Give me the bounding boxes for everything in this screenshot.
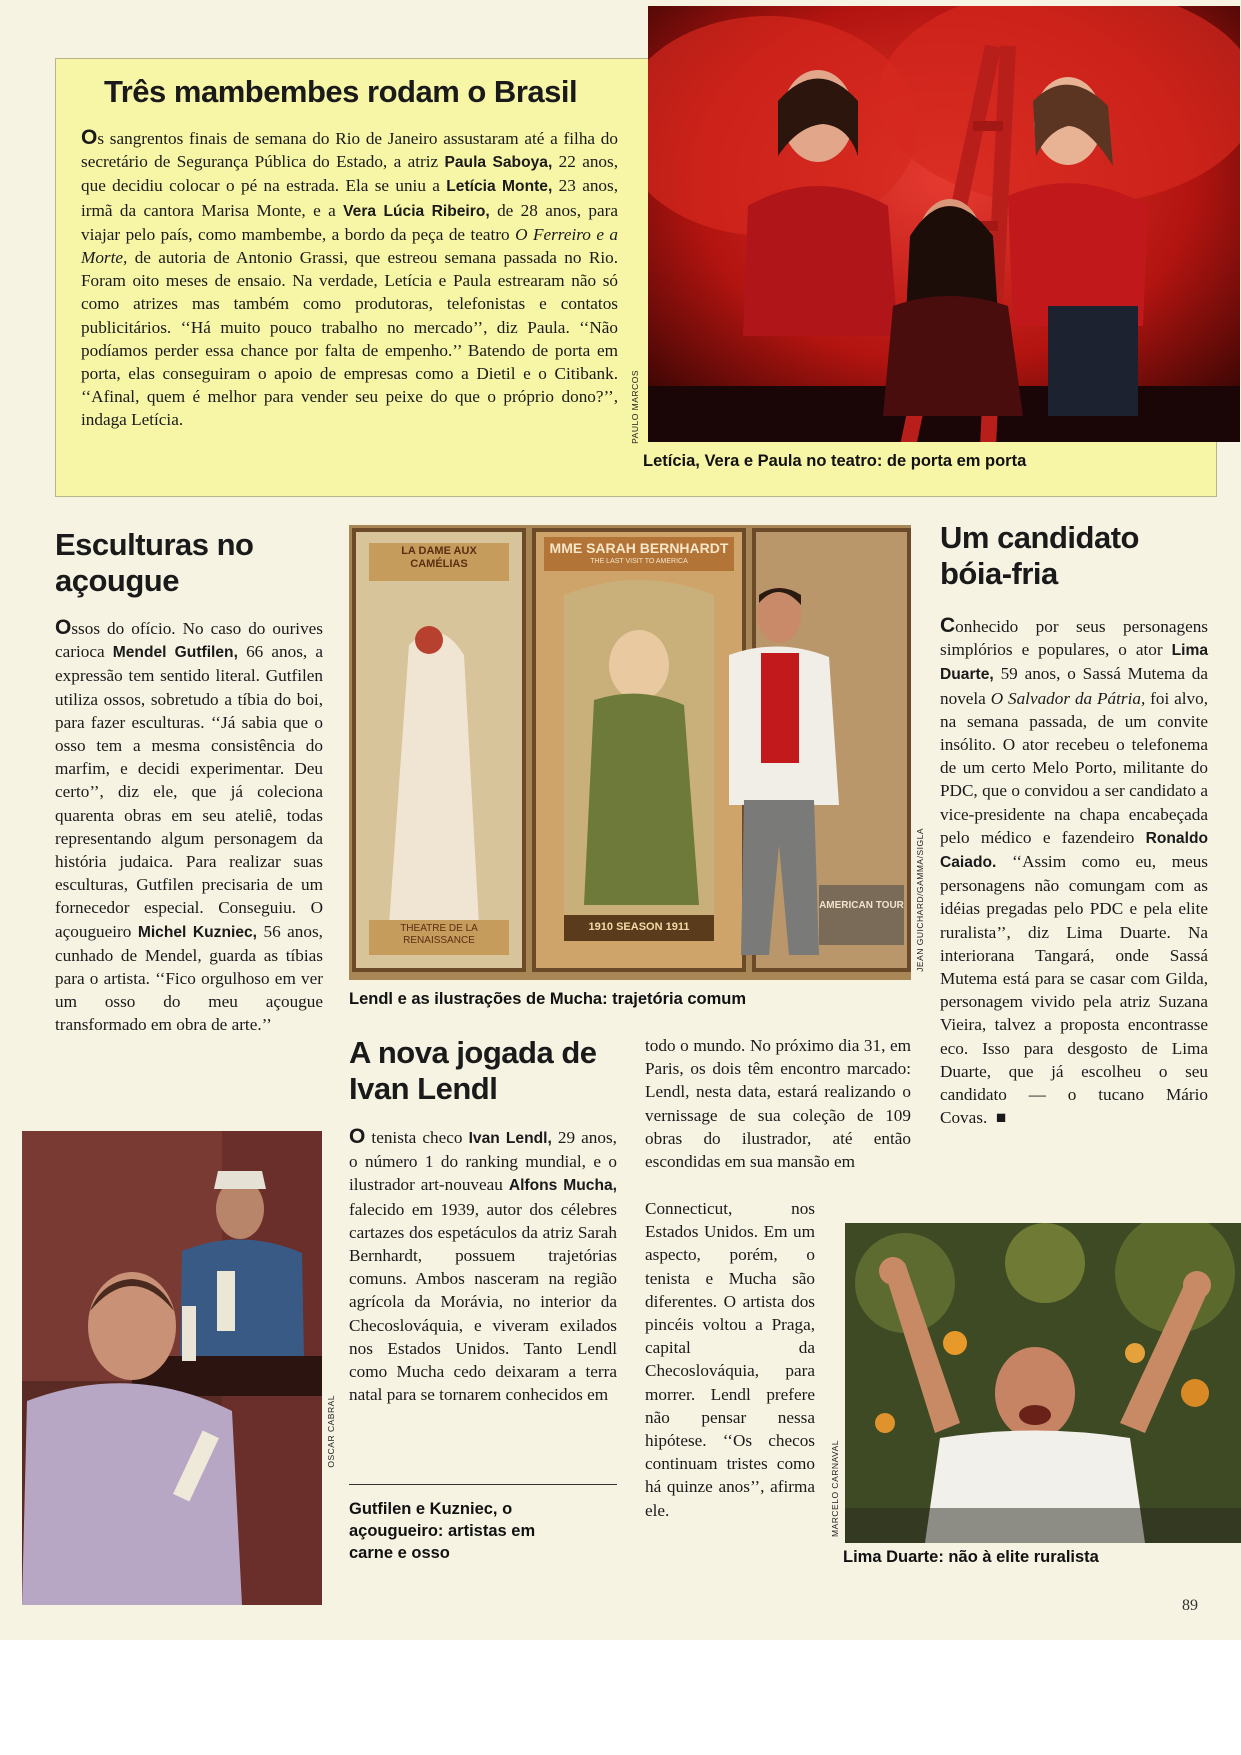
poster2-title: MME SARAH BERNHARDT [549,540,729,556]
photo-gutfilen-kuzniec [22,1131,322,1605]
end-mark: ■ [995,1108,1007,1128]
dropcap: O [81,126,98,149]
name-ronaldo-caiado: Ronaldo Caiado. [940,829,1208,872]
name-alfons-mucha: Alfons Mucha, [508,1177,618,1195]
name-ivan-lendl: Ivan Lendl, [468,1130,552,1147]
dropcap: O [349,1125,366,1148]
caption-actresses: Letícia, Vera e Paula no teatro: de porta em porta [643,452,1027,470]
dropcap: C [940,614,956,637]
name-michel-kuzniec: Michel Kuzniec, [137,923,258,941]
caption-rule [349,1484,617,1485]
photo-credit-oscar-cabral: OSCAR CABRAL [326,1395,336,1468]
story-text-lendl-col1: O tenista checo Ivan Lendl, 29 anos, o número 1 do ranking mundial, e o ilustrador art-nouveau Alfons Mucha, falecido em 1939, autor dos célebres cartazes dos espetáculos da atriz Sarah Bernhardt, possuem trajetórias comuns. Ambos nasceram na região agrícola da Morávia, no interior da Checoslováquia, e viveram exilados nos Estados Unidos. Tanto Lendl como Mucha cedo deixaram a terra natal para se tornarem conhecidos em [349,1125,618,1405]
photo-credit-marcelo-carnaval: MARCELO CARNAVAL [830,1440,840,1537]
sculptors-illustration [22,1131,322,1605]
photo-lendl-mucha [349,525,911,980]
lima-duarte-illustration [845,1223,1241,1543]
poster1-title: LA DAME AUX CAMÉLIAS [401,545,477,570]
name-leticia-monte: Letícia Monte, [446,178,553,196]
name-mendel-gutfilen: Mendel Gutfilen, [112,644,238,662]
story-text-lendl-col2b: Connecticut, nos Estados Unidos. Em um aspecto, porém, o tenista e Mucha são diferentes. O artista dos pincéis voltou a Praga, capital da Checoslováquia, para morrer. Lendl prefere não pensar nessa hipótese. ‘‘Os checos continuam tristes como há quinze anos’’, afirma ele. [645,1199,815,1520]
poster2-subtitle: THE LAST VISIT TO AMERICA [590,558,688,565]
caption-lima-duarte: Lima Duarte: não à elite ruralista [843,1548,1099,1566]
story-text-lendl-col2a: todo o mundo. No próximo dia 31, em Paris, os dois têm encontro marcado: Lendl, nesta data, estará realizando o vernissage de sua coleção de 109 obras do ilustrador, até então escondidas em sua mansão em [645,1036,911,1172]
actresses-illustration [648,6,1240,442]
headline-esculturas: Esculturas no açougue [55,527,254,598]
name-vera-lucia: Vera Lúcia Ribeiro, [343,202,490,220]
headline-mambembes: Três mambembes rodam o Brasil [104,74,578,109]
page-number: 89 [1182,1597,1198,1614]
photo-actresses-ladder [648,6,1240,442]
photo-credit-paulo-marcos: PAULO MARCOS [630,370,640,444]
photo-lima-duarte [845,1223,1241,1543]
story-text-mambembes: Os sangrentos finais de semana do Rio de Janeiro assustaram até a filha do secretário de Segurança Pública do Estado, a atriz Paula Saboya, 22 anos, que decidiu colocar o pé na estrada. Ela se uniu a Letícia Monte, 23 anos, irmã da cantora Marisa Monte, e a Vera Lúcia Ribeiro, de 28 anos, para viajar pelo país, como mambembe, a bordo da peça de teatro O Ferreiro e a Morte, de autoria de Antonio Grassi, que estreou semana passada no Rio. Foram oito meses de ensaio. Na verdade, Letícia e Paula estrearam não só como atrizes mas também como produtoras, telefonistas e contatos publicitários. ‘‘Há muito pouco trabalho no mercado’’, diz Paula. ‘‘Não podíamos perder essa chance por falta de empenho.’’ Batendo de porta em porta, elas conseguiram o apoio de empresas como a Dietil e o Citibank. ‘‘Afinal, quem é melhor para vender seu peixe do que o próprio dono?’’, indaga Letícia. [81,126,618,430]
poster3-bottom: AMERICAN TOUR [819,900,904,911]
play-title: O Ferreiro e a Morte, [81,224,618,268]
caption-sculptors: Gutfilen e Kuzniec, o açougueiro: artistas em carne e osso [349,1500,536,1562]
headline-lendl: A nova jogada de Ivan Lendl [349,1035,597,1106]
name-lima-duarte: Lima Duarte, [940,642,1208,684]
name-paula-saboya: Paula Saboya, [444,154,553,172]
story-text-candidato: Conhecido por seus personagens simplórios e populares, o ator Lima Duarte, 59 anos, o Sassá Mutema da novela O Salvador da Pátria, foi alvo, na semana passada, de um convite insólito. O ator recebeu o telefonema de um certo Melo Porto, militante do PDC, que o convidou a ser candidato a vice-presidente na chapa encabeçada pelo médico e fazendeiro Ronaldo Caiado. ‘‘Assim como eu, meus personagens não comungam com as idéias pregadas pelo PDC e pela elite ruralista’’, diz Lima Duarte. Na interiorana Tangará, onde Sassá Mutema está para se casar com Gilda, personagem vivido pela atriz Suzana Vieira, talvez a proposta encontrasse eco. Isso para desgosto de Lima Duarte, que já escolheu o seu candidato — o tucano Mário Covas. ■ [940,614,1208,1128]
poster2-season: 1910 SEASON 1911 [588,921,690,933]
novela-title: O Salvador da Pátria, [990,688,1146,708]
headline-candidato: Um candidato bóia-fria [940,520,1139,591]
caption-lendl: Lendl e as ilustrações de Mucha: trajetória comum [349,990,747,1008]
story-text-esculturas: Ossos do ofício. No caso do ourives carioca Mendel Gutfilen, 66 anos, a expressão tem sentido literal. Gutfilen utiliza ossos, sobretudo a tíbia do boi, para fazer esculturas. ‘‘Já sabia que o osso tem a mesma consistência do marfim, e decidi experimentar. Deu certo’’, diz ele, que já coleciona quarenta obras em seu ateliê, todas representando algum personagem da história judaica. Para realizar suas esculturas, Gutfilen precisaria de um fornecedor especial. Conseguiu. O açougueiro Michel Kuzniec, 56 anos, cunhado de Mendel, guarda as tíbias para o artista. ‘‘Fico orgulhoso em ver um osso do meu açougue transformado em obra de arte.’’ [55,616,323,1035]
photo-credit-jean-guichard: JEAN GUICHARD/GAMMA/SIGLA [915,828,925,972]
poster1-bottom: THEATRE DE LA RENAISSANCE [400,923,478,946]
dropcap: O [55,616,72,639]
